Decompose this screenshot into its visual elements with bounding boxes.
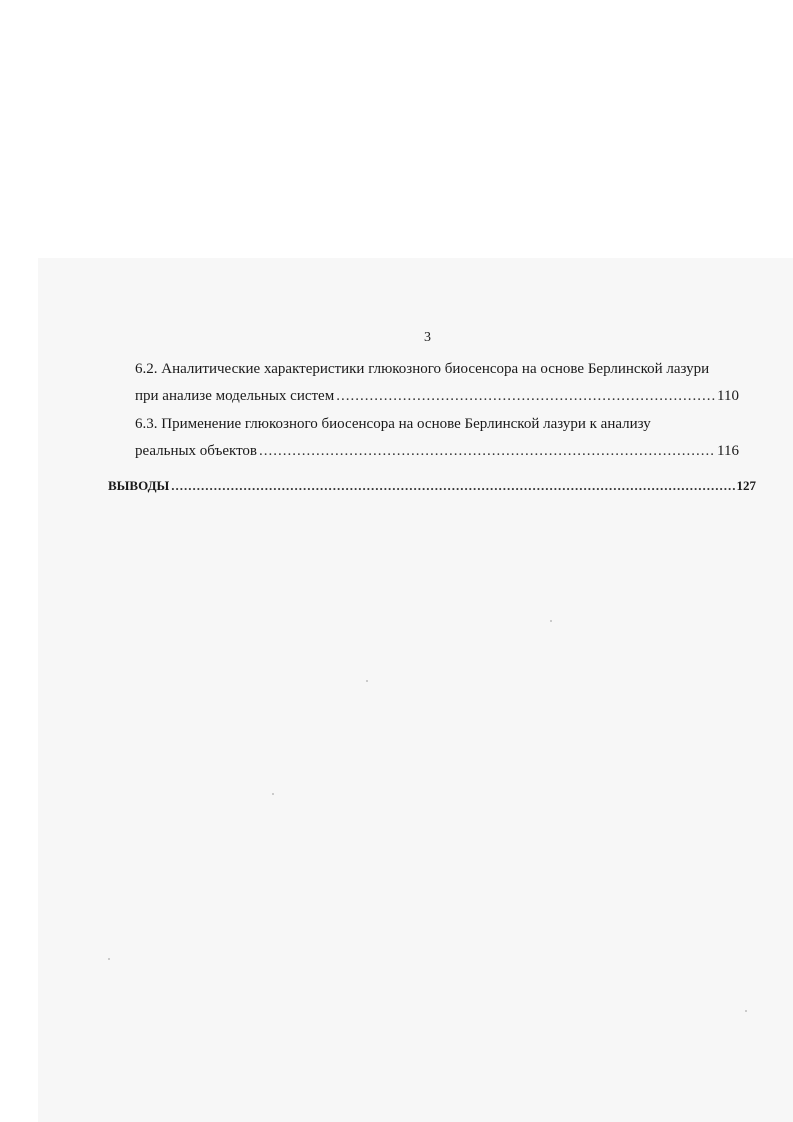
- scan-speck: [550, 620, 552, 622]
- dot-leader: [259, 441, 715, 461]
- dot-leader: [336, 386, 715, 406]
- toc-entry-6-3-page: 116: [717, 443, 739, 459]
- toc-entry-6-2-line-2: [135, 386, 739, 406]
- scan-speck: [366, 680, 368, 682]
- toc-conclusions-title: ВЫВОДЫ: [108, 478, 170, 493]
- toc-entry-6-2-line-1: [135, 359, 755, 379]
- toc-entry-6-3-title: 6.3. Применение глюкозного биосенсора на основе Берлинской лазури к анализу: [135, 416, 651, 432]
- toc-entry-6-3-title-continued: реальных объектов: [135, 443, 258, 459]
- page-number: 3: [424, 330, 431, 345]
- scan-speck: [272, 793, 274, 795]
- toc-entry-6-2-title: 6.2. Аналитические характеристики глюкозного биосенсора на основе Берлинской лазури: [135, 361, 710, 377]
- toc-entry-6-3-line-2: [135, 441, 739, 461]
- toc-entry-6-3-line-1: [135, 414, 695, 434]
- scan-speck: [745, 1010, 747, 1012]
- toc-entry-conclusions: [108, 476, 756, 496]
- toc-conclusions-page: 127: [736, 478, 756, 493]
- toc-entry-6-2-page: 110: [717, 388, 739, 404]
- scan-speck: [108, 958, 110, 960]
- dot-leader: [171, 476, 734, 496]
- toc-entry-6-2-title-continued: при анализе модельных систем: [135, 388, 335, 404]
